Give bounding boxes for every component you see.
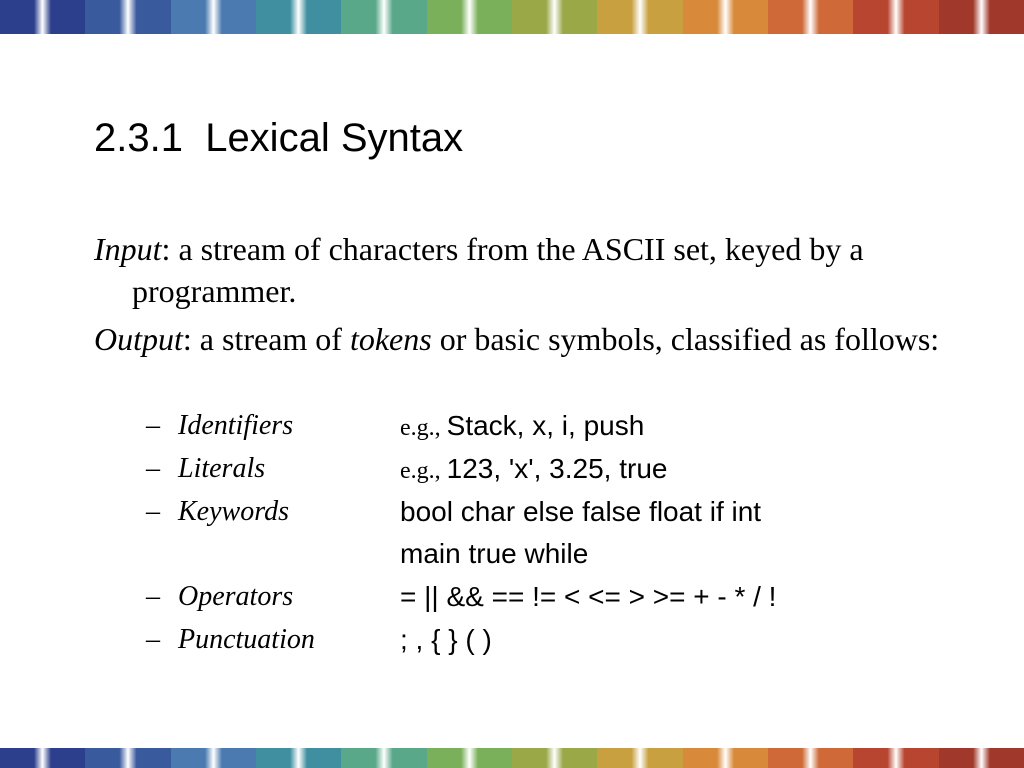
band-segment (853, 748, 938, 768)
band-segment (341, 748, 426, 768)
input-text: : a stream of characters from the ASCII set, keyed by a programmer. (132, 231, 864, 309)
band-segment (768, 748, 853, 768)
category-example (400, 492, 761, 533)
input-bullet (94, 228, 1022, 312)
dash-bullet: – (146, 453, 160, 484)
band-segment (683, 748, 768, 768)
band-segment (939, 748, 1024, 768)
band-segment (171, 0, 256, 34)
example-value: = || && == != < <= > >= + - * / ! (400, 581, 777, 612)
band-segment (512, 748, 597, 768)
band-segment (597, 748, 682, 768)
output-text-before: : a stream of (182, 321, 350, 357)
example-value: Stack, x, i, push (446, 410, 645, 441)
category-keywords (146, 492, 966, 532)
category-punctuation (146, 620, 966, 660)
dash-bullet: – (146, 581, 160, 612)
category-label: Keywords (178, 496, 289, 527)
band-segment (0, 748, 85, 768)
example-value: main true while (400, 538, 589, 569)
band-segment (512, 0, 597, 34)
dash-bullet: – (146, 624, 160, 655)
category-example (400, 449, 667, 491)
example-prefix: e.g., (400, 415, 447, 441)
category-example (400, 406, 644, 448)
band-segment (939, 0, 1024, 34)
category-literals (146, 449, 966, 489)
category-label: Operators (178, 581, 294, 612)
example-value: bool char else false float if int (400, 496, 762, 527)
category-example (400, 534, 588, 575)
band-segment (853, 0, 938, 34)
band-segment (171, 748, 256, 768)
category-identifiers (146, 406, 966, 446)
category-keywords-continued (146, 534, 966, 574)
slide-title: 2.3.1 Lexical Syntax (94, 116, 464, 160)
example-prefix: e.g., (400, 458, 447, 484)
band-segment (427, 0, 512, 34)
category-example (400, 577, 776, 618)
dash-bullet: – (146, 496, 160, 527)
category-label: Punctuation (178, 624, 315, 655)
band-segment (768, 0, 853, 34)
category-label: Identifiers (178, 410, 294, 441)
band-segment (341, 0, 426, 34)
output-label: Output (94, 321, 183, 357)
output-text-after: or basic symbols, classified as follows: (431, 321, 940, 357)
output-bullet (94, 318, 1022, 360)
category-example (400, 620, 492, 661)
bottom-color-band (0, 748, 1024, 768)
output-emphasis: tokens (349, 321, 432, 357)
band-segment (0, 0, 85, 34)
input-label: Input (94, 231, 162, 267)
example-value: ; , { } ( ) (400, 624, 492, 655)
band-segment (85, 0, 170, 34)
top-color-band (0, 0, 1024, 34)
dash-bullet: – (146, 410, 160, 441)
category-label: Literals (178, 453, 266, 484)
band-segment (683, 0, 768, 34)
example-value: 123, 'x', 3.25, true (446, 453, 668, 484)
band-segment (427, 748, 512, 768)
band-segment (85, 748, 170, 768)
band-segment (597, 0, 682, 34)
band-segment (256, 748, 341, 768)
category-operators (146, 577, 966, 617)
band-segment (256, 0, 341, 34)
